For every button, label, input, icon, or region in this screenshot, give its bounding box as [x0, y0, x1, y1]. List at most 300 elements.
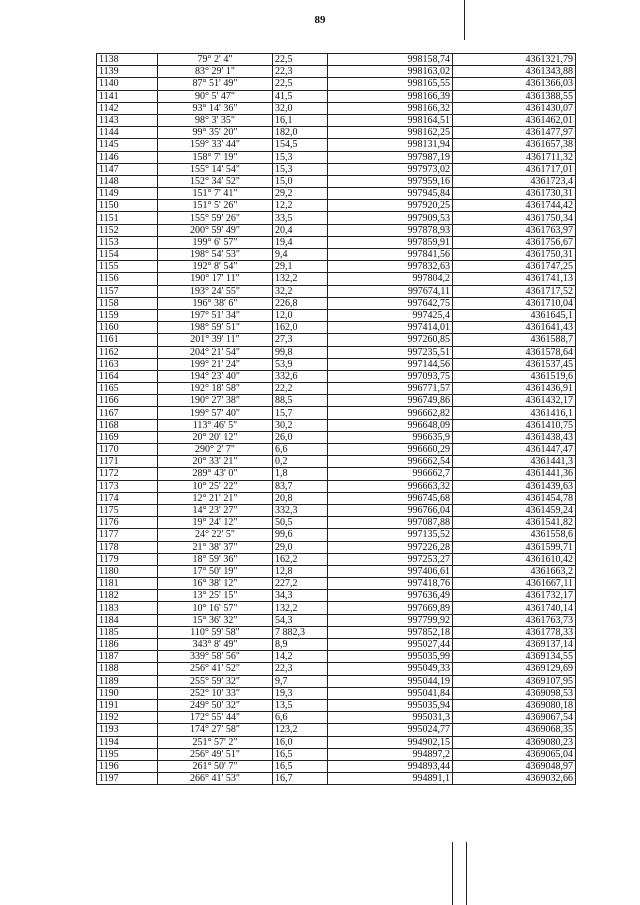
direction-angle-cell: 172° 55' 44"	[158, 712, 273, 724]
point-number-cell: 1183	[97, 602, 158, 614]
point-number-cell: 1155	[97, 261, 158, 273]
direction-angle-cell: 289° 43' 0"	[158, 468, 273, 480]
distance-cell: 29,2	[273, 188, 328, 200]
x-coordinate-cell: 996766,04	[328, 504, 453, 516]
x-coordinate-cell: 996663,32	[328, 480, 453, 492]
table-row	[97, 78, 576, 90]
point-number-cell: 1184	[97, 614, 158, 626]
direction-angle-cell: 198° 54' 53"	[158, 249, 273, 261]
distance-cell: 16,1	[273, 114, 328, 126]
direction-angle-cell: 194° 23' 40"	[158, 370, 273, 382]
direction-angle-cell: 198° 59' 51"	[158, 322, 273, 334]
x-coordinate-cell: 997804,2	[328, 273, 453, 285]
point-number-cell: 1153	[97, 236, 158, 248]
table-row	[97, 456, 576, 468]
y-coordinate-cell: 4361723,4	[453, 175, 576, 187]
table-row	[97, 504, 576, 516]
table-row	[97, 468, 576, 480]
distance-cell: 15,3	[273, 151, 328, 163]
y-coordinate-cell: 4361599,71	[453, 541, 576, 553]
table-row	[97, 602, 576, 614]
table-row	[97, 431, 576, 443]
point-number-cell: 1145	[97, 139, 158, 151]
point-number-cell: 1191	[97, 699, 158, 711]
y-coordinate-cell: 4361657,38	[453, 139, 576, 151]
y-coordinate-cell: 4369107,95	[453, 675, 576, 687]
y-coordinate-cell: 4361641,43	[453, 322, 576, 334]
direction-angle-cell: 192° 18' 58"	[158, 383, 273, 395]
x-coordinate-cell: 995035,99	[328, 651, 453, 663]
table-row	[97, 212, 576, 224]
table-row	[97, 724, 576, 736]
x-coordinate-cell: 994897,2	[328, 748, 453, 760]
x-coordinate-cell: 996771,57	[328, 383, 453, 395]
x-coordinate-cell: 994902,15	[328, 736, 453, 748]
table-row	[97, 687, 576, 699]
table-row	[97, 346, 576, 358]
direction-angle-cell: 204° 21' 54"	[158, 346, 273, 358]
x-coordinate-cell: 997878,93	[328, 224, 453, 236]
point-number-cell: 1176	[97, 517, 158, 529]
direction-angle-cell: 339° 58' 56"	[158, 651, 273, 663]
point-number-cell: 1178	[97, 541, 158, 553]
table-row	[97, 590, 576, 602]
x-coordinate-cell: 997642,75	[328, 297, 453, 309]
distance-cell: 53,9	[273, 358, 328, 370]
x-coordinate-cell: 995041,84	[328, 687, 453, 699]
y-coordinate-cell: 4369048,97	[453, 760, 576, 772]
x-coordinate-cell: 996648,09	[328, 419, 453, 431]
table-row	[97, 748, 576, 760]
point-number-cell: 1194	[97, 736, 158, 748]
x-coordinate-cell: 996749,86	[328, 395, 453, 407]
x-coordinate-cell: 998158,74	[328, 54, 453, 66]
distance-cell: 332,3	[273, 504, 328, 516]
point-number-cell: 1151	[97, 212, 158, 224]
point-number-cell: 1174	[97, 492, 158, 504]
x-coordinate-cell: 995024,77	[328, 724, 453, 736]
distance-cell: 29,1	[273, 261, 328, 273]
point-number-cell: 1170	[97, 444, 158, 456]
table-row	[97, 370, 576, 382]
distance-cell: 16,5	[273, 748, 328, 760]
x-coordinate-cell: 994893,44	[328, 760, 453, 772]
direction-angle-cell: 21° 38' 37"	[158, 541, 273, 553]
x-coordinate-cell: 997636,49	[328, 590, 453, 602]
y-coordinate-cell: 4361477,97	[453, 127, 576, 139]
x-coordinate-cell: 997418,76	[328, 578, 453, 590]
distance-cell: 12,2	[273, 200, 328, 212]
direction-angle-cell: 110° 59' 58"	[158, 626, 273, 638]
point-number-cell: 1181	[97, 578, 158, 590]
distance-cell: 162,0	[273, 322, 328, 334]
y-coordinate-cell: 4361537,45	[453, 358, 576, 370]
y-coordinate-cell: 4361717,52	[453, 285, 576, 297]
distance-cell: 32,0	[273, 102, 328, 114]
direction-angle-cell: 79° 2' 4"	[158, 54, 273, 66]
table-row	[97, 517, 576, 529]
distance-cell: 154,5	[273, 139, 328, 151]
point-number-cell: 1193	[97, 724, 158, 736]
x-coordinate-cell: 996745,68	[328, 492, 453, 504]
distance-cell: 54,3	[273, 614, 328, 626]
distance-cell: 27,3	[273, 334, 328, 346]
distance-cell: 12,0	[273, 309, 328, 321]
direction-angle-cell: 200° 59' 49"	[158, 224, 273, 236]
distance-cell: 32,2	[273, 285, 328, 297]
x-coordinate-cell: 994891,1	[328, 773, 453, 785]
direction-angle-cell: 196° 38' 6"	[158, 297, 273, 309]
y-coordinate-cell: 4361750,31	[453, 249, 576, 261]
y-coordinate-cell: 4369098,53	[453, 687, 576, 699]
point-number-cell: 1159	[97, 309, 158, 321]
distance-cell: 6,6	[273, 712, 328, 724]
point-number-cell: 1195	[97, 748, 158, 760]
distance-cell: 16,5	[273, 760, 328, 772]
distance-cell: 15,3	[273, 163, 328, 175]
x-coordinate-cell: 997987,19	[328, 151, 453, 163]
distance-cell: 0,2	[273, 456, 328, 468]
x-coordinate-cell: 996662,82	[328, 407, 453, 419]
distance-cell: 22,5	[273, 78, 328, 90]
y-coordinate-cell: 4361578,64	[453, 346, 576, 358]
table-row	[97, 480, 576, 492]
y-coordinate-cell: 4361710,04	[453, 297, 576, 309]
direction-angle-cell: 192° 8' 54"	[158, 261, 273, 273]
direction-angle-cell: 152° 34' 52"	[158, 175, 273, 187]
x-coordinate-cell: 997425,4	[328, 309, 453, 321]
x-coordinate-cell: 997260,85	[328, 334, 453, 346]
x-coordinate-cell: 998165,55	[328, 78, 453, 90]
page-number: 89	[314, 14, 326, 26]
distance-cell: 88,5	[273, 395, 328, 407]
distance-cell: 182,0	[273, 127, 328, 139]
distance-cell: 1,8	[273, 468, 328, 480]
table-row	[97, 626, 576, 638]
point-number-cell: 1197	[97, 773, 158, 785]
table-row	[97, 675, 576, 687]
distance-cell: 15,0	[273, 175, 328, 187]
point-number-cell: 1186	[97, 639, 158, 651]
direction-angle-cell: 16° 38' 12"	[158, 578, 273, 590]
point-number-cell: 1190	[97, 687, 158, 699]
point-number-cell: 1177	[97, 529, 158, 541]
x-coordinate-cell: 995044,19	[328, 675, 453, 687]
direction-angle-cell: 90° 5' 47"	[158, 90, 273, 102]
distance-cell: 132,2	[273, 273, 328, 285]
table-row	[97, 90, 576, 102]
distance-cell: 19,3	[273, 687, 328, 699]
table-row	[97, 773, 576, 785]
point-number-cell: 1185	[97, 626, 158, 638]
direction-angle-cell: 18° 59' 36"	[158, 553, 273, 565]
direction-angle-cell: 199° 21' 24"	[158, 358, 273, 370]
x-coordinate-cell: 998166,32	[328, 102, 453, 114]
x-coordinate-cell: 996635,9	[328, 431, 453, 443]
table-row	[97, 114, 576, 126]
table-row	[97, 541, 576, 553]
distance-cell: 99,6	[273, 529, 328, 541]
table-row	[97, 334, 576, 346]
y-coordinate-cell: 4369080,23	[453, 736, 576, 748]
direction-angle-cell: 24° 22' 5"	[158, 529, 273, 541]
y-coordinate-cell: 4369129,69	[453, 663, 576, 675]
y-coordinate-cell: 4361438,43	[453, 431, 576, 443]
y-coordinate-cell: 4361558,6	[453, 529, 576, 541]
table-row	[97, 54, 576, 66]
direction-angle-cell: 197° 51' 34"	[158, 309, 273, 321]
distance-cell: 9,7	[273, 675, 328, 687]
y-coordinate-cell: 4369068,35	[453, 724, 576, 736]
point-number-cell: 1171	[97, 456, 158, 468]
point-number-cell: 1196	[97, 760, 158, 772]
point-number-cell: 1147	[97, 163, 158, 175]
x-coordinate-cell: 997135,52	[328, 529, 453, 541]
point-number-cell: 1192	[97, 712, 158, 724]
point-number-cell: 1169	[97, 431, 158, 443]
distance-cell: 30,2	[273, 419, 328, 431]
distance-cell: 16,7	[273, 773, 328, 785]
direction-angle-cell: 255° 59' 32"	[158, 675, 273, 687]
table-row	[97, 736, 576, 748]
y-coordinate-cell: 4361416,1	[453, 407, 576, 419]
point-number-cell: 1152	[97, 224, 158, 236]
distance-cell: 22,2	[273, 383, 328, 395]
y-coordinate-cell: 4369134,55	[453, 651, 576, 663]
table-row	[97, 127, 576, 139]
y-coordinate-cell: 4361447,47	[453, 444, 576, 456]
point-number-cell: 1138	[97, 54, 158, 66]
distance-cell: 83,7	[273, 480, 328, 492]
table-row	[97, 383, 576, 395]
x-coordinate-cell: 997959,16	[328, 175, 453, 187]
direction-angle-cell: 19° 24' 12"	[158, 517, 273, 529]
y-coordinate-cell: 4361740,14	[453, 602, 576, 614]
direction-angle-cell: 174° 27' 58"	[158, 724, 273, 736]
table-row	[97, 261, 576, 273]
table-row	[97, 322, 576, 334]
distance-cell: 123,2	[273, 724, 328, 736]
y-coordinate-cell: 4361541,82	[453, 517, 576, 529]
table-row	[97, 565, 576, 577]
direction-angle-cell: 20° 33' 21"	[158, 456, 273, 468]
y-coordinate-cell: 4361454,78	[453, 492, 576, 504]
point-number-cell: 1164	[97, 370, 158, 382]
point-number-cell: 1160	[97, 322, 158, 334]
margin-line-bottom-2	[466, 842, 467, 905]
point-number-cell: 1188	[97, 663, 158, 675]
x-coordinate-cell: 997087,88	[328, 517, 453, 529]
table-row	[97, 200, 576, 212]
x-coordinate-cell: 997909,53	[328, 212, 453, 224]
table-row	[97, 492, 576, 504]
point-number-cell: 1165	[97, 383, 158, 395]
point-number-cell: 1175	[97, 504, 158, 516]
direction-angle-cell: 193° 24' 55"	[158, 285, 273, 297]
distance-cell: 20,8	[273, 492, 328, 504]
y-coordinate-cell: 4361610,42	[453, 553, 576, 565]
direction-angle-cell: 93° 14' 36"	[158, 102, 273, 114]
y-coordinate-cell: 4361750,34	[453, 212, 576, 224]
direction-angle-cell: 199° 57' 40"	[158, 407, 273, 419]
x-coordinate-cell: 997414,01	[328, 322, 453, 334]
table-row	[97, 163, 576, 175]
distance-cell: 50,5	[273, 517, 328, 529]
y-coordinate-cell: 4361441,36	[453, 468, 576, 480]
table-row	[97, 236, 576, 248]
distance-cell: 162,2	[273, 553, 328, 565]
point-number-cell: 1172	[97, 468, 158, 480]
direction-angle-cell: 15° 36' 32"	[158, 614, 273, 626]
table-row	[97, 578, 576, 590]
y-coordinate-cell: 4361366,03	[453, 78, 576, 90]
distance-cell: 22,3	[273, 663, 328, 675]
y-coordinate-cell: 4361717,01	[453, 163, 576, 175]
x-coordinate-cell: 998166,39	[328, 90, 453, 102]
table-row	[97, 151, 576, 163]
point-number-cell: 1166	[97, 395, 158, 407]
margin-line-top	[464, 0, 465, 40]
point-number-cell: 1143	[97, 114, 158, 126]
x-coordinate-cell: 997859,91	[328, 236, 453, 248]
direction-angle-cell: 158° 7' 19"	[158, 151, 273, 163]
x-coordinate-cell: 997253,27	[328, 553, 453, 565]
direction-angle-cell: 12° 21' 21"	[158, 492, 273, 504]
table-row	[97, 699, 576, 711]
y-coordinate-cell: 4361410,75	[453, 419, 576, 431]
y-coordinate-cell: 4361711,32	[453, 151, 576, 163]
y-coordinate-cell: 4369032,66	[453, 773, 576, 785]
y-coordinate-cell: 4361436,91	[453, 383, 576, 395]
point-number-cell: 1150	[97, 200, 158, 212]
direction-angle-cell: 190° 27' 38"	[158, 395, 273, 407]
x-coordinate-cell: 998163,02	[328, 66, 453, 78]
y-coordinate-cell: 4361462,01	[453, 114, 576, 126]
table-row	[97, 651, 576, 663]
table-row	[97, 249, 576, 261]
y-coordinate-cell: 4361663,2	[453, 565, 576, 577]
y-coordinate-cell: 4361519,6	[453, 370, 576, 382]
x-coordinate-cell: 996662,7	[328, 468, 453, 480]
table-row	[97, 358, 576, 370]
y-coordinate-cell: 4361756,67	[453, 236, 576, 248]
direction-angle-cell: 98° 3' 35"	[158, 114, 273, 126]
x-coordinate-cell: 997920,25	[328, 200, 453, 212]
x-coordinate-cell: 998131,94	[328, 139, 453, 151]
y-coordinate-cell: 4361744,42	[453, 200, 576, 212]
direction-angle-cell: 201° 39' 11"	[158, 334, 273, 346]
y-coordinate-cell: 4361439,63	[453, 480, 576, 492]
distance-cell: 8,9	[273, 639, 328, 651]
direction-angle-cell: 290° 2' 7"	[158, 444, 273, 456]
point-number-cell: 1189	[97, 675, 158, 687]
point-number-cell: 1144	[97, 127, 158, 139]
direction-angle-cell: 151° 7' 41"	[158, 188, 273, 200]
x-coordinate-cell: 997406,61	[328, 565, 453, 577]
table-row	[97, 139, 576, 151]
y-coordinate-cell: 4361588,7	[453, 334, 576, 346]
x-coordinate-cell: 997144,56	[328, 358, 453, 370]
y-coordinate-cell: 4361667,11	[453, 578, 576, 590]
direction-angle-cell: 14° 23' 27"	[158, 504, 273, 516]
x-coordinate-cell: 995049,33	[328, 663, 453, 675]
y-coordinate-cell: 4361763,97	[453, 224, 576, 236]
y-coordinate-cell: 4361430,07	[453, 102, 576, 114]
point-number-cell: 1173	[97, 480, 158, 492]
table-row	[97, 188, 576, 200]
direction-angle-cell: 113° 46' 5"	[158, 419, 273, 431]
table-row	[97, 285, 576, 297]
y-coordinate-cell: 4361459,24	[453, 504, 576, 516]
x-coordinate-cell: 997973,02	[328, 163, 453, 175]
table-row	[97, 407, 576, 419]
x-coordinate-cell: 997852,18	[328, 626, 453, 638]
y-coordinate-cell: 4361763,73	[453, 614, 576, 626]
y-coordinate-cell: 4361730,31	[453, 188, 576, 200]
coordinates-table	[96, 53, 576, 785]
distance-cell: 20,4	[273, 224, 328, 236]
x-coordinate-cell: 995035,94	[328, 699, 453, 711]
direction-angle-cell: 266° 41' 53"	[158, 773, 273, 785]
point-number-cell: 1162	[97, 346, 158, 358]
point-number-cell: 1187	[97, 651, 158, 663]
y-coordinate-cell: 4361343,88	[453, 66, 576, 78]
direction-angle-cell: 83° 29' 1"	[158, 66, 273, 78]
direction-angle-cell: 10° 25' 22"	[158, 480, 273, 492]
point-number-cell: 1139	[97, 66, 158, 78]
point-number-cell: 1149	[97, 188, 158, 200]
table-row	[97, 297, 576, 309]
point-number-cell: 1179	[97, 553, 158, 565]
y-coordinate-cell: 4361741,13	[453, 273, 576, 285]
x-coordinate-cell: 996660,29	[328, 444, 453, 456]
distance-cell: 332,6	[273, 370, 328, 382]
distance-cell: 13,5	[273, 699, 328, 711]
direction-angle-cell: 261° 50' 7"	[158, 760, 273, 772]
point-number-cell: 1146	[97, 151, 158, 163]
y-coordinate-cell: 4361732,17	[453, 590, 576, 602]
direction-angle-cell: 155° 14' 54"	[158, 163, 273, 175]
x-coordinate-cell: 997226,28	[328, 541, 453, 553]
direction-angle-cell: 252° 10' 33"	[158, 687, 273, 699]
distance-cell: 226,8	[273, 297, 328, 309]
x-coordinate-cell: 997674,11	[328, 285, 453, 297]
table-row	[97, 614, 576, 626]
x-coordinate-cell: 997799,92	[328, 614, 453, 626]
distance-cell: 7 882,3	[273, 626, 328, 638]
point-number-cell: 1156	[97, 273, 158, 285]
y-coordinate-cell: 4361645,1	[453, 309, 576, 321]
point-number-cell: 1157	[97, 285, 158, 297]
direction-angle-cell: 13° 25' 15"	[158, 590, 273, 602]
direction-angle-cell: 159° 33' 44"	[158, 139, 273, 151]
distance-cell: 99,8	[273, 346, 328, 358]
y-coordinate-cell: 4361388,55	[453, 90, 576, 102]
distance-cell: 19,4	[273, 236, 328, 248]
x-coordinate-cell: 998164,51	[328, 114, 453, 126]
table-row	[97, 529, 576, 541]
point-number-cell: 1140	[97, 78, 158, 90]
y-coordinate-cell: 4361432,17	[453, 395, 576, 407]
table-row	[97, 273, 576, 285]
table-row	[97, 224, 576, 236]
distance-cell: 12,8	[273, 565, 328, 577]
y-coordinate-cell: 4369137,14	[453, 639, 576, 651]
table-row	[97, 66, 576, 78]
distance-cell: 9,4	[273, 249, 328, 261]
point-number-cell: 1163	[97, 358, 158, 370]
direction-angle-cell: 17° 50' 19"	[158, 565, 273, 577]
